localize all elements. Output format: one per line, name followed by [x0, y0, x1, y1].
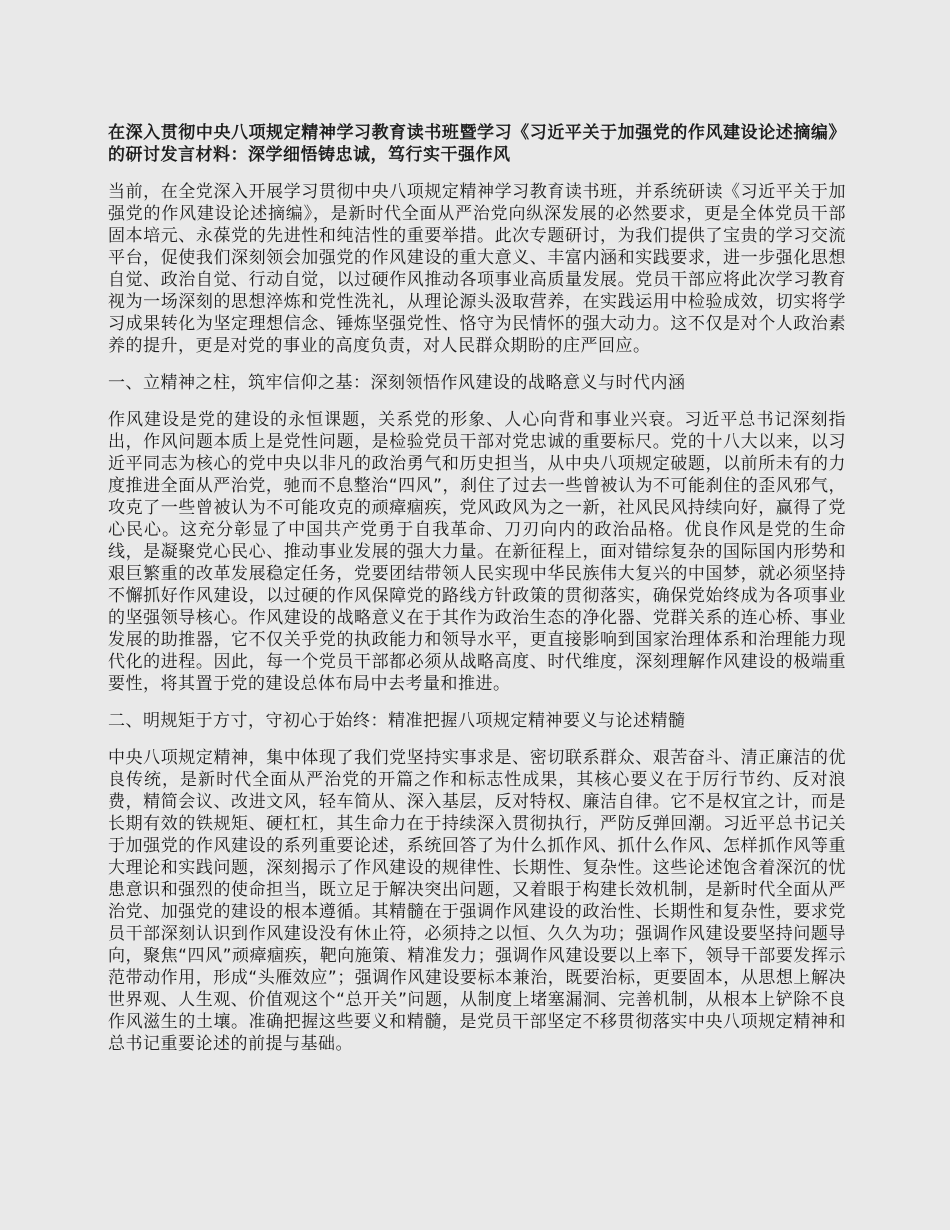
document-title: 在深入贯彻中央八项规定精神学习教育读书班暨学习《习近平关于加强党的作风建设论述摘编》的研讨发言材料：深学细悟铸忠诚，笃行实干强作风	[108, 123, 846, 165]
section-heading-2: 二、明规矩于方寸，守初心于始终：精准把握八项规定精神要义与论述精髓	[108, 711, 686, 731]
paragraph-intro: 当前，在全党深入开展学习贯彻中央八项规定精神学习教育读书班，并系统研读《习近平关于加强党的作风建设论述摘编》，是新时代全面从严治党向纵深发展的必然要求，更是全体党员干部固本培元、永葆党的先进性和纯洁性的重要举措。此次专题研讨，为我们提供了宝贵的学习交流平台，促使我们深刻领会加强党的作风建设的重大意义、丰富内涵和实践要求，进一步强化思想自觉、政治自觉、行动自觉，以过硬作风推动各项事业高质量发展。党员干部应将此次学习教育视为一场深刻的思想淬炼和党性洗礼，从理论源头汲取营养，在实践运用中检验成效，切实将学习成果转化为坚定理想信念、锤炼坚强党性、恪守为民情怀的强大动力。这不仅是对个人政治素养的提升，更是对党的事业的高度负责，对人民群众期盼的庄严回应。	[108, 182, 846, 356]
paragraph-section-1: 作风建设是党的建设的永恒课题，关系党的形象、人心向背和事业兴衰。习近平总书记深刻指出，作风问题本质上是党性问题，是检验党员干部对党忠诚的重要标尺。党的十八大以来，以习近平同志为核心的党中央以非凡的政治勇气和历史担当，从中央八项规定破题，以前所未有的力度推进全面从严治党，驰而不息整治“四风”，刹住了过去一些曾被认为不可能刹住的歪风邪气，攻克了一些曾被认为不可能攻克的顽瘴痼疾，党风政风为之一新，社风民风持续向好，赢得了党心民心。这充分彰显了中国共产党勇于自我革命、刀刃向内的政治品格。优良作风是党的生命线，是凝聚党心民心、推动事业发展的强大力量。在新征程上，面对错综复杂的国际国内形势和艰巨繁重的改革发展稳定任务，党要团结带领人民实现中华民族伟大复兴的中国梦，就必须坚持不懈抓好作风建设，以过硬的作风保障党的路线方针政策的贯彻落实，确保党始终成为各项事业的坚强领导核心。作风建设的战略意义在于其作为政治生态的净化器、党群关系的连心桥、事业发展的助推器，它不仅关乎党的执政能力和领导水平，更直接影响到国家治理体系和治理能力现代化的进程。因此，每一个党员干部都必须从战略高度、时代维度，深刻理解作风建设的极端重要性，将其置于党的建设总体布局中去考量和推进。	[108, 410, 846, 694]
paragraph-section-2: 中央八项规定精神，集中体现了我们党坚持实事求是、密切联系群众、艰苦奋斗、清正廉洁的优良传统，是新时代全面从严治党的开篇之作和标志性成果，其核心要义在于厉行节约、反对浪费，精简会议、改进文风，轻车简从、深入基层，反对特权、廉洁自律。它不是权宜之计，而是长期有效的铁规矩、硬杠杠，其生命力在于持续深入贯彻执行，严防反弹回潮。习近平总书记关于加强党的作风建设的系列重要论述，系统回答了为什么抓作风、抓什么作风、怎样抓作风等重大理论和实践问题，深刻揭示了作风建设的规律性、长期性、复杂性。这些论述饱含着深沉的忧患意识和强烈的使命担当，既立足于解决突出问题，又着眼于构建长效机制，是新时代全面从严治党、加强党的建设的根本遵循。其精髓在于强调作风建设的政治性、长期性和复杂性，要求党员干部深刻认识到作风建设没有休止符，必须持之以恒、久久为功；强调作风建设要坚持问题导向，聚焦“四风”顽瘴痼疾，靶向施策、精准发力；强调作风建设要以上率下，领导干部要发挥示范带动作用，形成“头雁效应”；强调作风建设要标本兼治，既要治标，更要固本，从思想上解决世界观、人生观、价值观这个“总开关”问题，从制度上堵塞漏洞、完善机制，从根本上铲除不良作风滋生的土壤。准确把握这些要义和精髓，是党员干部坚定不移贯彻落实中央八项规定精神和总书记重要论述的前提与基础。	[108, 748, 846, 1054]
section-heading-1: 一、立精神之柱，筑牢信仰之基：深刻领悟作风建设的战略意义与时代内涵	[108, 373, 686, 393]
